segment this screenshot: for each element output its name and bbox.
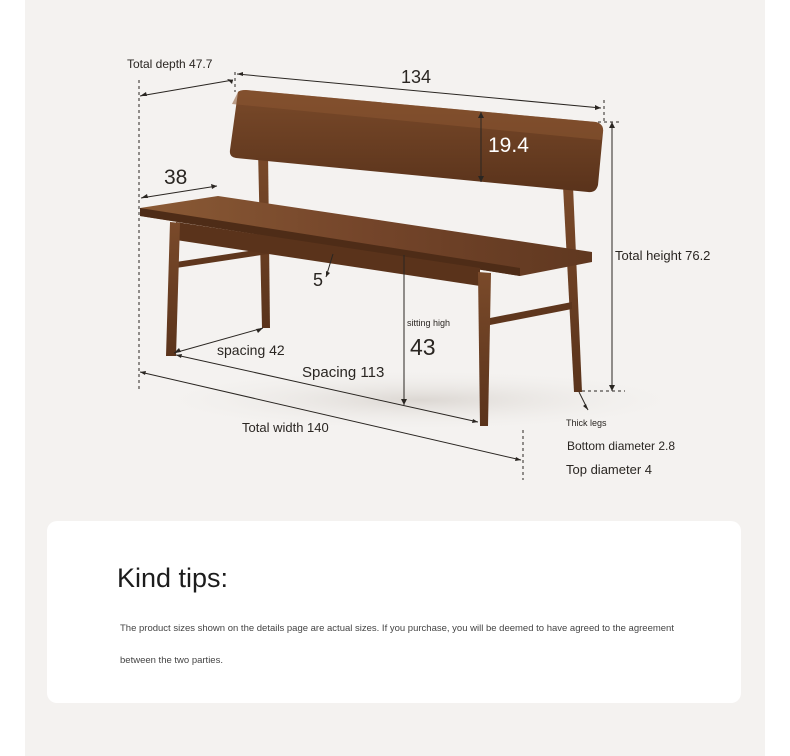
- front-leg-left: [166, 222, 180, 356]
- sitting-high-value: 43: [410, 334, 436, 360]
- top-diameter-label: Top diameter 4: [566, 462, 652, 477]
- seat-thickness-label: 5: [313, 270, 324, 290]
- kind-tips-text: The product sizes shown on the details page are actual sizes. If you purchase, you will be deemed to have agreed to the agreement between the two parties.: [120, 623, 674, 666]
- depth-line: [140, 80, 233, 96]
- thick-legs-label: Thick legs: [566, 418, 607, 428]
- floor-shadow: [140, 368, 700, 432]
- total-width-label: Total width 140: [242, 420, 329, 435]
- backrest-height-label: 19.4: [488, 134, 529, 157]
- total-depth-label: Total depth 47.7: [127, 57, 213, 71]
- total-height-label: Total height 76.2: [615, 248, 711, 263]
- back-leg-right: [563, 186, 582, 392]
- sitting-high-label: sitting high: [407, 318, 451, 328]
- stretcher-right: [490, 302, 572, 325]
- kind-tips-title: Kind tips:: [117, 563, 229, 593]
- kind-tips-card: [47, 521, 741, 703]
- spacing-113-label: Spacing 113: [302, 364, 385, 381]
- spacing-42-label: spacing 42: [217, 342, 285, 358]
- bottom-diameter-label: Bottom diameter 2.8: [567, 439, 676, 453]
- seat-depth-label: 38: [164, 166, 188, 189]
- width-134-label: 134: [401, 67, 432, 87]
